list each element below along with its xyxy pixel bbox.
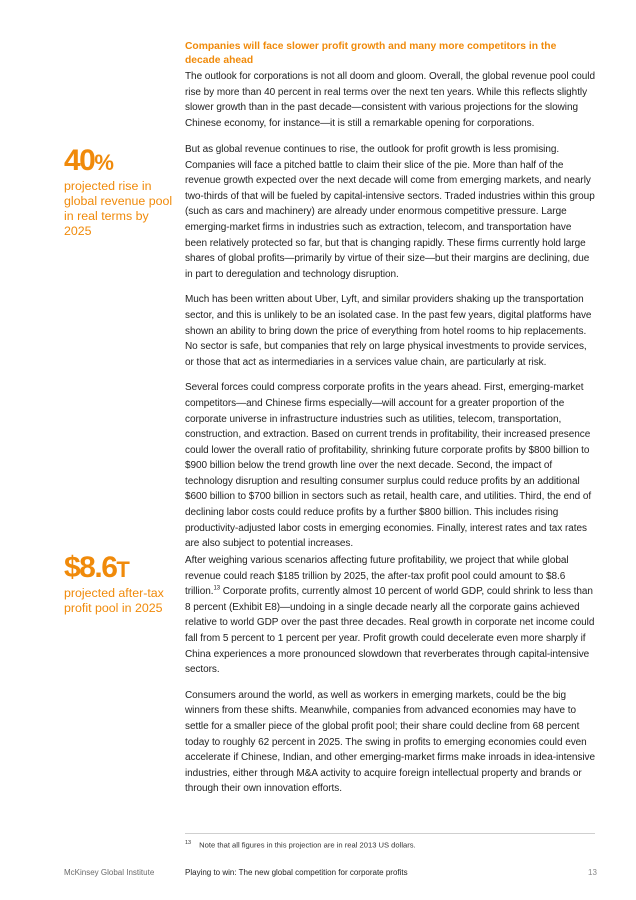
paragraph-profit-growth: But as global revenue continues to rise, the outlook for profit growth is less promising. Companies will face a pitched battle to claim their slice of the pie. More than half of the revenue growth expected over the next decade will come from emerging markets, and nearly two-thirds of that will be fueled by capital-intensive sectors. Traded industries within this group (such as cars and machinery) are already under enormous competitive pressure. Large emerging-market firms in industries such as extraction, telecom, and transportation have been relatively protected so far, but that is changing rapidly. These firms currently hold large shares of global profits—primarily by virtue of their size—but their margins are declining, due in part to deregulation and technology disruption. [185,144,595,280]
paragraph-forces: Several forces could compress corporate profits in the years ahead. First, emerging-market competitors—and Chinese firms especially—will account for a greater proportion of the corporate universe in infrastructure industries such as utilities, telecom, transportation, construction, and extraction. Based on current trends in profitability, their increased presence could lower the overall ratio of profitability, shrinking future corporate profits by $800 billion to $900 billion below the trend growth line over the next decade. Second, the impact of technology disruption and resulting consumer surplus could reduce profits by an additional $600 billion to $700 billion in sectors such as retail, health care, and utilities. Third, the end of declining labor costs could reduce profits by a further $800 billion. This includes rising productivity-adjusted labor costs in emerging economies. Finally, interest rates and tax rates are also subject to potential increases. [185,382,592,550]
intro-column [185,69,595,141]
stat-description: projected rise in global revenue pool in real terms by 2025 [64,179,173,238]
paragraph-winners: Consumers around the world, as well as workers in emerging markets, could be the big winners from these shifts. Meanwhile, companies from advanced economies may have to settle for a smaller piece of the global profit pool; their share could decline from 68 percent today to roughly 62 percent in 2025. The swing in profits to emerging economies could even accelerate if Chinese, Indian, and other emerging-market firms make inroads in idea-intensive industries, either through M&A activity to acquire foreign intellectual property and brands or through their own innovation efforts. [185,689,595,795]
stat-value [64,145,174,179]
footnote-number: 13 [185,840,192,846]
stat-number: 40 [64,144,95,177]
footnote-text: Note that all figures in this projection are in real 2013 US dollars. [199,840,416,850]
footer-publisher: McKinsey Global Institute [64,868,155,877]
middle-column [185,142,595,562]
footnote [185,838,595,851]
section-heading: Companies will face slower profit growth and many more competitors in the decade ahead [185,41,557,66]
paragraph-scenarios [185,553,595,678]
scenarios-text-a: After weighing various scenarios affecting future profitability, we project that while global revenue could reach $185 trillion by 2025, the after-tax profit pool could amount to $8.6 trillion. [185,555,569,598]
footnote-reference[interactable]: 13 [213,585,221,592]
stat-callout-profit-pool [64,552,174,616]
paragraph-outlook: The outlook for corporations is not all doom and gloom. Overall, the global revenue pool could rise by more than 40 percent in real terms over the next ten years. While this reflects slightly slower growth than in the past decade—consistent with various projections for the slowing Chinese economy, for instance—it is still a remarkable opening for corporations. [185,71,595,129]
lower-column [185,553,595,807]
stat-number: $8.6 [64,551,117,584]
scenarios-text-b: Corporate profits, currently almost 10 percent of world GDP, could shrink to less than 8 percent (Exhibit E8)—undoing in a single decade nearly all the corporate gains achieved relative to world GDP over the past three decades. Real growth in corporate net income could fall from 5 percent to 1 percent per year. Profit growth could decelerate even more sharply if China experiences a more pronounced slowdown that reverberates through capital-intensive sectors. [185,586,595,676]
stat-value [64,552,174,586]
stat-callout-revenue [64,145,174,239]
stat-unit: T [116,557,130,582]
footnote-divider [185,833,595,834]
stat-unit: % [94,150,114,175]
page-number: 13 [588,868,597,877]
footer-report-title: Playing to win: The new global competition for corporate profits [185,868,408,877]
stat-description: projected after-tax profit pool in 2025 [64,586,164,615]
paragraph-disruption: Much has been written about Uber, Lyft, and similar providers shaking up the transportation sector, and this is unlikely to be an isolated case. In the past few years, digital platforms have shown an ability to bring down the price of everything from hotel rooms to hip replacements. No sector is safe, but companies that rely on large physical investments to provide services, or those that act as intermediaries in a services value chain, are particularly at risk. [185,294,592,368]
